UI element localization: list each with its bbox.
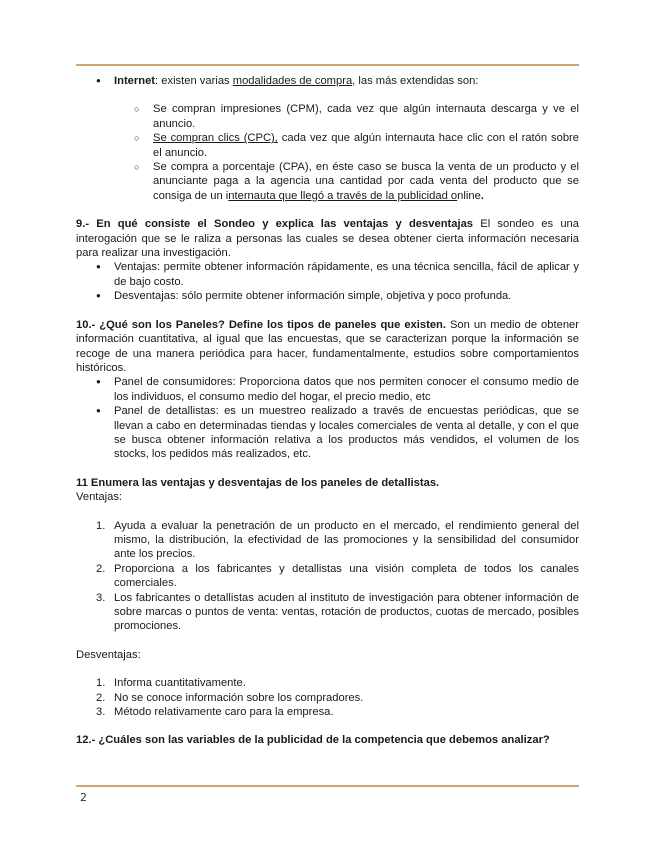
- q10-panel-detallistas: ● Panel de detallistas: es un muestreo realizado a través de encuestas periódicas, que se llevan a cabo en determinadas tiendas y locales comerciales de venta al detalle, y con el que se busca obtener información relativa a los productos más vendidos, el volumen de los stocks, los pedidos más realizados, etc.: [114, 404, 579, 462]
- cpc-link[interactable]: Se compran clics (CPC),: [153, 132, 278, 145]
- sub-item-cpm-text: Se compran impresiones (CPM), cada vez que algún internauta descarga y ve el anuncio.: [153, 103, 579, 130]
- modalidades-link[interactable]: modalidades de compra: [232, 75, 353, 87]
- q11-ventaja-1: 1. Ayuda a evaluar la penetración de un producto en el mercado, el rendimiento general del mismo, la distribución, la efectividad de las promociones y la sensibilidad del consumidor ante los precios.: [114, 519, 579, 562]
- q10-title: 10.- ¿Qué son los Paneles? Define los tipos de paneles que existen.: [76, 318, 446, 331]
- q9-list: [76, 260, 579, 303]
- q11-ventajas-label: Ventajas:: [76, 491, 123, 504]
- q11-ventajas-list: [76, 519, 579, 634]
- sub-item-cpc: [153, 131, 579, 160]
- q11-ventaja-3: 3. Los fabricantes o detallistas acuden al instituto de investigación para obtener información de sobre marcas o puntos de venta: ventas, rotación de productos, cuotas de mercado, posibles promociones.: [114, 591, 579, 634]
- page-number: 2: [80, 791, 87, 804]
- internet-label: Internet: [114, 75, 156, 87]
- q11-title: [76, 476, 579, 490]
- q11-desventajas-label: Desventajas:: [76, 648, 141, 661]
- q11-desventaja-1: 1. Informa cuantitativamente.: [114, 676, 579, 690]
- q9-body: El sondeo es una interogación que se le raliza a personas las cuales se desea obtener cierta información necesaria para realizar una investigación.: [76, 218, 579, 260]
- header-rule: [76, 64, 579, 66]
- internet-list: [76, 74, 579, 203]
- internet-bullet: [114, 74, 579, 203]
- q11-desventaja-3: 3. Método relativamente caro para la empresa.: [114, 705, 579, 719]
- q10-list: [76, 375, 579, 461]
- q10-panel-consumidores: ● Panel de consumidores: Proporciona datos que nos permiten conocer el consumo medio de los individuos, el consumo medio del hogar, el precio medio, etc: [114, 375, 579, 404]
- sub-item-cpa-text-b: nline: [457, 189, 481, 202]
- q10-body: Son un medio de obtener información cuantitativa, al igual que las encuestas, que se caracterizan porque la información se recoge de una manera periódica para hacer, fundamentalmente, estudios sobre comportamientos históricos.: [76, 318, 580, 374]
- q12-title-text: 12.- ¿Cuáles son las variables de la publicidad de la competencia que debemos analizar?: [76, 734, 550, 747]
- q11-ventaja-2: 2. Proporciona a los fabricantes y detallistas una visión completa de todos los canales comerciales.: [114, 562, 579, 591]
- internet-text-b: , las más extendidas son:: [352, 75, 479, 87]
- footer-rule: [76, 785, 579, 787]
- q10-paragraph: [76, 318, 579, 376]
- q9-desventajas: ● Desventajas: sólo permite obtener información simple, objetiva y poco profunda.: [114, 289, 579, 303]
- sub-item-cpa: [153, 160, 579, 203]
- internet-sub-list: [114, 102, 579, 203]
- q11-desventajas-list: [76, 676, 579, 719]
- q9-title: 9.- En qué consiste el Sondeo y explica las ventajas y desventajas: [76, 218, 474, 231]
- internet-text-a: : existen varias: [155, 75, 233, 87]
- internauta-link[interactable]: nternauta que llegó a través de la publicidad o: [228, 189, 458, 202]
- sub-item-cpa-text-a: Se compra a porcentaje (CPA), en éste caso se busca la venta de un producto y el anunciante paga a la agencia una cantidad por cada venta del producto que se consiga de un i: [153, 161, 579, 202]
- q12-title: [76, 733, 579, 747]
- document-body: [76, 74, 579, 748]
- sub-item-cpm: [153, 102, 579, 131]
- q9-ventajas: ● Ventajas: permite obtener información rápidamente, es una técnica sencilla, fácil de aplicar y de bajo costo.: [114, 260, 579, 289]
- q11-desventaja-2: 2. No se conoce información sobre los compradores.: [114, 691, 579, 705]
- q9-paragraph: [76, 217, 579, 260]
- sub-item-cpc-text: cada vez que algún internauta hace clic con el ratón sobre el anuncio.: [153, 132, 579, 159]
- sub-item-cpa-end: .: [480, 189, 484, 202]
- q11-title-text: 11 Enumera las ventajas y desventajas de los paneles de detallistas.: [76, 476, 440, 489]
